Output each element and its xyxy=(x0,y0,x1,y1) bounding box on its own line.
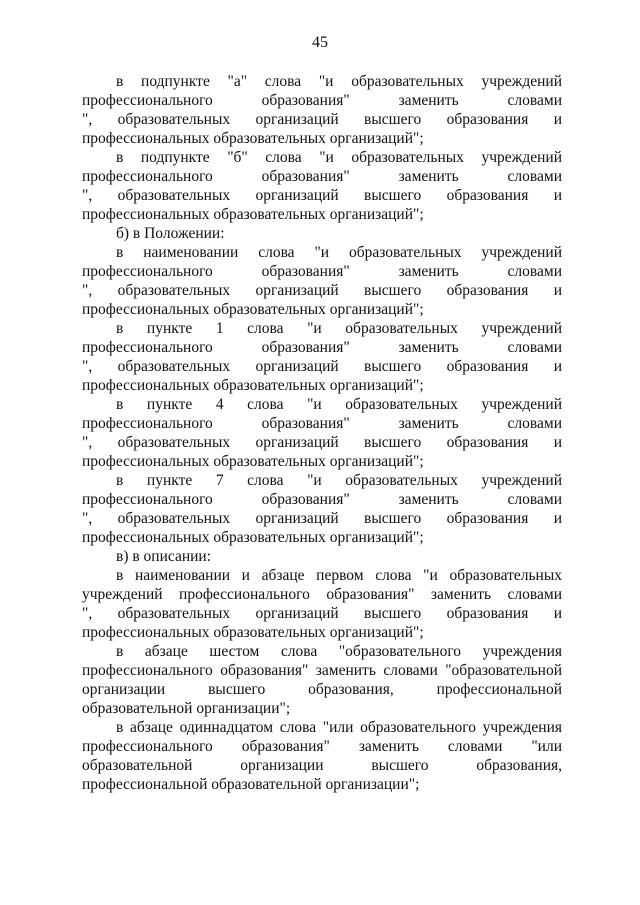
text-line: ", образовательных организаций высшего образования и xyxy=(82,605,562,622)
text-line: профессионального образования" заменить словами xyxy=(82,491,562,508)
text-line: профессионального образования" заменить словами "образовательной xyxy=(82,662,562,679)
text-line: профессиональных образовательных организаций"; xyxy=(82,453,424,470)
text-line: в пункте 1 слова "и образовательных учреждений xyxy=(116,320,562,337)
text-line: ", образовательных организаций высшего образования и xyxy=(82,510,562,527)
text-line: в наименовании слова "и образовательных учреждений xyxy=(116,244,562,261)
text-line: в пункте 4 слова "и образовательных учреждений xyxy=(116,396,562,413)
text-line: профессиональных образовательных организаций"; xyxy=(82,206,424,223)
text-line: ", образовательных организаций высшего образования и xyxy=(82,282,562,299)
page-number: 45 xyxy=(312,34,328,51)
text-line: профессионального образования" заменить словами xyxy=(82,92,562,109)
text-line: ", образовательных организаций высшего образования и xyxy=(82,358,562,375)
text-line: профессиональных образовательных организаций"; xyxy=(82,301,424,318)
text-line: ", образовательных организаций высшего образования и xyxy=(82,111,562,128)
text-line: ", образовательных организаций высшего образования и xyxy=(82,434,562,451)
text-line: ", образовательных организаций высшего образования и xyxy=(82,187,562,204)
document-body xyxy=(82,72,562,794)
text-line: профессионального образования" заменить словами xyxy=(82,263,562,280)
text-line: в подпункте "б" слова "и образовательных учреждений xyxy=(116,149,562,166)
text-line: в наименовании и абзаце первом слова "и образовательных xyxy=(116,567,562,584)
text-line: в подпункте "а" слова "и образовательных учреждений xyxy=(116,73,562,90)
text-line: профессионального образования" заменить словами xyxy=(82,339,562,356)
text-line: профессиональных образовательных организаций"; xyxy=(82,529,424,546)
text-line: профессиональной образовательной организации"; xyxy=(82,776,420,793)
text-line: в пункте 7 слова "и образовательных учреждений xyxy=(116,472,562,489)
text-line: учреждений профессионального образования" заменить словами xyxy=(82,586,562,603)
text-line: образовательной организации"; xyxy=(82,700,291,717)
text-line: профессиональных образовательных организаций"; xyxy=(82,624,424,641)
text-line: в) в описании: xyxy=(116,548,212,565)
text-line: организации высшего образования, профессиональной xyxy=(82,681,562,698)
text-line: профессиональных образовательных организаций"; xyxy=(82,130,424,147)
text-line: профессиональных образовательных организаций"; xyxy=(82,377,424,394)
text-line: в абзаце одиннадцатом слова "или образовательного учреждения xyxy=(116,719,562,736)
text-line: профессионального образования" заменить словами "или xyxy=(82,738,562,755)
text-line: в абзаце шестом слова "образовательного учреждения xyxy=(116,643,562,660)
text-line: профессионального образования" заменить словами xyxy=(82,415,562,432)
text-line: б) в Положении: xyxy=(116,225,225,242)
text-line: профессионального образования" заменить словами xyxy=(82,168,562,185)
text-line: образовательной организации высшего образования, xyxy=(82,757,562,774)
